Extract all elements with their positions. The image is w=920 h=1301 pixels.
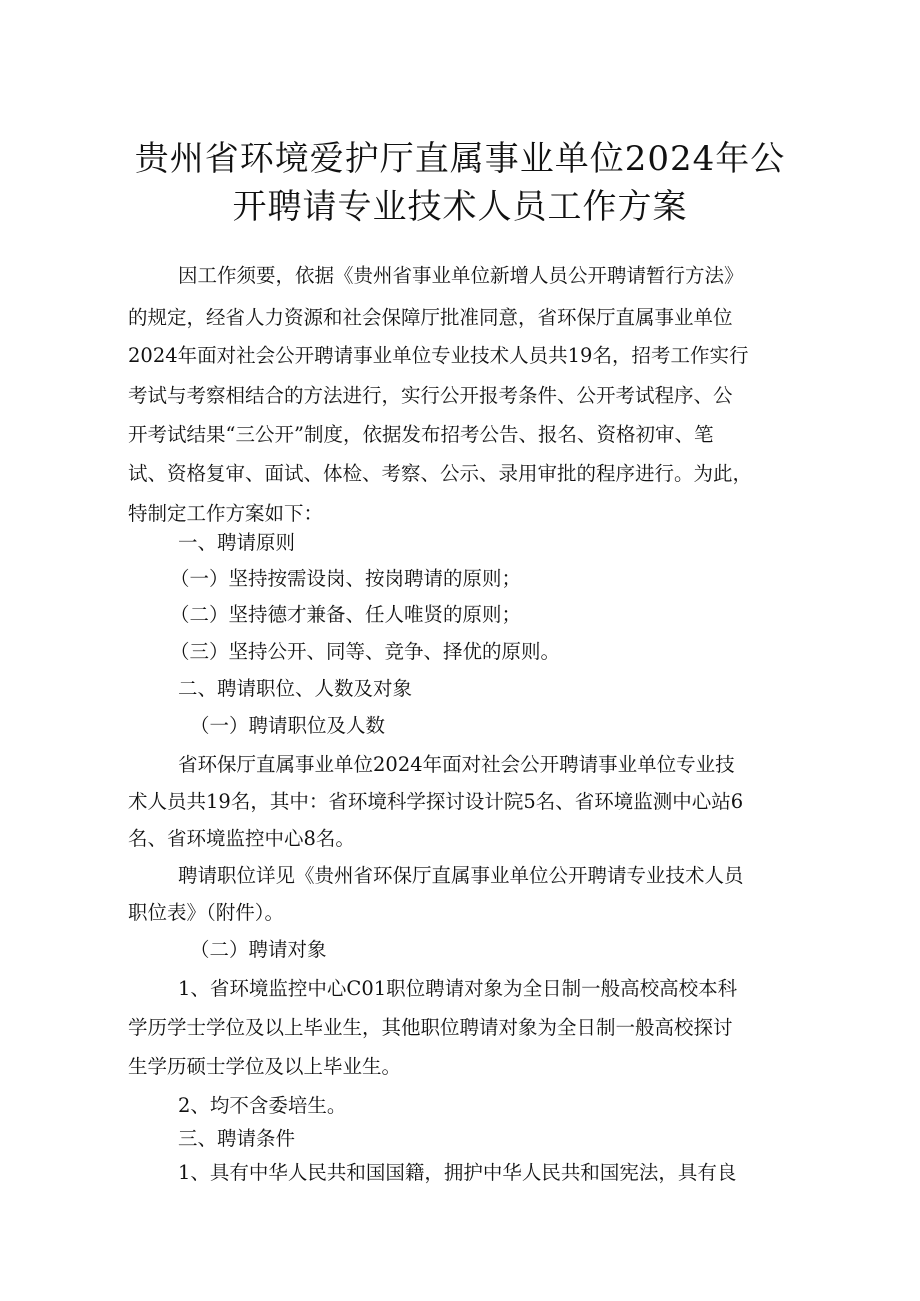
paragraph-line: 学历学士学位及以上毕业生，其他职位聘请对象为全日制一般高校探讨 bbox=[128, 1016, 733, 1039]
paragraph-line: 特制定工作方案如下： bbox=[128, 502, 324, 525]
paragraph-line: 聘请职位详见《贵州省环保厅直属事业单位公开聘请专业技术人员 bbox=[178, 864, 744, 887]
paragraph-line: 1、省环境监控中心C01职位聘请对象为全日制一般高校高校本科 bbox=[178, 977, 738, 1000]
paragraph-line: 2024年面对社会公开聘请事业单位专业技术人员共19名，招考工作实行 bbox=[128, 344, 749, 367]
paragraph-line: 因工作须要，依据《贵州省事业单位新增人员公开聘请暂行方法》 bbox=[178, 264, 744, 287]
document-title-line-1: 贵州省环境爱护厅直属事业单位2024年公 bbox=[134, 139, 786, 179]
section-heading: 三、聘请条件 bbox=[178, 1127, 296, 1150]
paragraph-line: 术人员共19名，其中：省环境科学探讨设计院5名、省环境监测中心站6 bbox=[128, 790, 744, 813]
section-heading: 一、聘请原则 bbox=[178, 531, 296, 554]
paragraph-line: 开考试结果“三公开”制度，依据发布招考公告、报名、资格初审、笔 bbox=[128, 423, 714, 446]
paragraph-line: 职位表》（附件）。 bbox=[128, 901, 285, 924]
document-title-line-2: 开聘请专业技术人员工作方案 bbox=[232, 187, 688, 227]
paragraph-line: 考试与考察相结合的方法进行，实行公开报考条件、公开考试程序、公 bbox=[128, 384, 733, 407]
list-item: （一）坚持按需设岗、按岗聘请的原则； bbox=[170, 567, 522, 590]
list-item: （三）坚持公开、同等、竞争、择优的原则。 bbox=[170, 640, 561, 663]
list-item: （二）坚持德才兼备、任人唯贤的原则； bbox=[170, 603, 522, 626]
paragraph-line: 生学历硕士学位及以上毕业生。 bbox=[128, 1055, 402, 1078]
paragraph-line: 名、省环境监控中心8名。 bbox=[128, 827, 355, 850]
paragraph-line: 2、均不含委培生。 bbox=[178, 1094, 347, 1117]
paragraph-line: 的规定，经省人力资源和社会保障厅批准同意，省环保厅直属事业单位 bbox=[128, 306, 733, 329]
paragraph-line: 1、具有中华人民共和国国籍，拥护中华人民共和国宪法，具有良 bbox=[178, 1161, 737, 1184]
paragraph-line: 省环保厅直属事业单位2024年面对社会公开聘请事业单位专业技 bbox=[178, 753, 735, 776]
subsection-heading: （一）聘请职位及人数 bbox=[190, 714, 386, 737]
section-heading: 二、聘请职位、人数及对象 bbox=[178, 677, 413, 700]
paragraph-line: 试、资格复审、面试、体检、考察、公示、录用审批的程序进行。为此， bbox=[128, 462, 753, 485]
subsection-heading: （二）聘请对象 bbox=[190, 938, 327, 961]
